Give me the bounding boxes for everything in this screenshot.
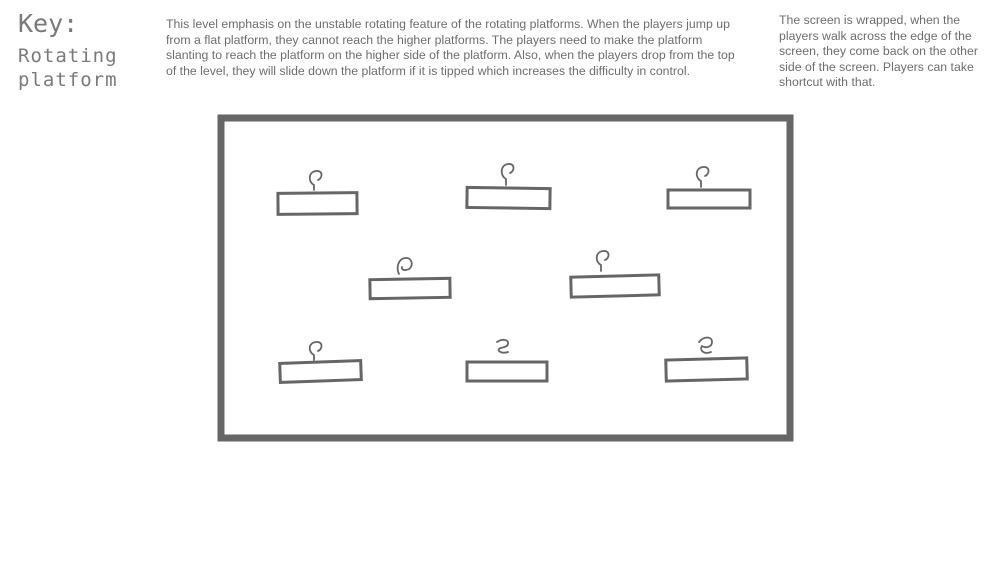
- rotate-arrow-icon: [310, 171, 322, 190]
- rotating-platform: [467, 340, 547, 381]
- rotate-arrow-icon: [699, 338, 712, 353]
- rotating-platform: [370, 258, 450, 299]
- rotate-arrow-icon: [398, 258, 412, 274]
- platform-rect: [278, 193, 357, 215]
- key-platform-label-line2: platform: [18, 69, 118, 91]
- platform-rect: [467, 362, 547, 381]
- rotating-platform: [278, 171, 357, 214]
- key-title: Key:: [18, 9, 79, 38]
- level-description: This level emphasis on the unstable rotating feature of the rotating platforms. When the players jump up from a flat platform, they cannot reach the higher platforms. The players need to make the platform slanting to reach the platform on the higher side of the platform. Also, when the players drop from the top of the level, they will slide down the platform if it is tipped which increases the difficulty in control.: [166, 17, 735, 78]
- rotating-platform: [666, 338, 748, 382]
- platform-rect: [666, 358, 748, 381]
- key-platform-label-line1: Rotating: [18, 45, 118, 67]
- rotate-arrow-icon: [310, 342, 322, 360]
- platform-rect: [370, 278, 450, 298]
- rotating-platform: [668, 167, 750, 208]
- rotate-arrow-icon: [497, 340, 508, 353]
- rotating-platform: [571, 251, 659, 297]
- rotate-arrow-icon: [597, 251, 609, 271]
- platform-rect: [571, 275, 659, 297]
- platform-rect: [668, 190, 750, 208]
- rotate-arrow-icon: [697, 167, 709, 187]
- platform-rect: [280, 361, 362, 383]
- rotating-platform: [280, 342, 362, 382]
- rotate-arrow-icon: [502, 164, 514, 185]
- screen-wrap-note: The screen is wrapped, when the players walk across the edge of the screen, they come back on the other side of the screen. Players can take shortcut with that.: [779, 13, 978, 90]
- platform-rect: [467, 187, 550, 208]
- rotating-platform: [467, 164, 550, 209]
- level-frame: [221, 118, 790, 438]
